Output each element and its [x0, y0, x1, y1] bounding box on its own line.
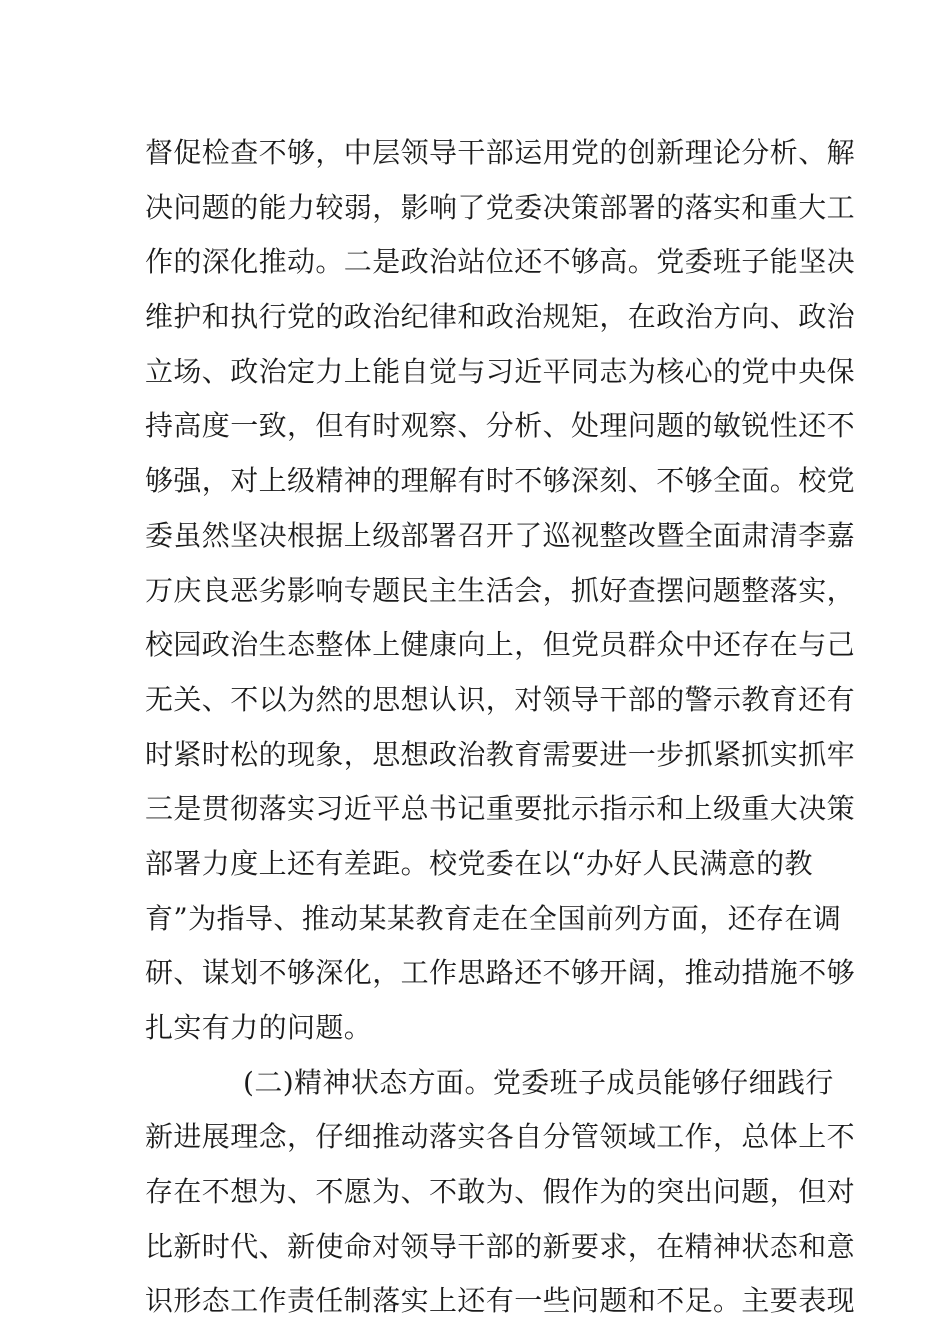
- text-line: 持高度一致，但有时观察、分析、处理问题的敏锐性还不: [145, 409, 856, 443]
- text-line: 作的深化推动。二是政治站位还不够高。党委班子能坚决: [145, 245, 856, 279]
- text-line: 时紧时松的现象，思想政治教育需要进一步抓紧抓实抓牢: [145, 737, 856, 771]
- text-line: 决问题的能力较弱，影响了党委决策部署的落实和重大工: [145, 190, 856, 224]
- text-line: 三是贯彻落实习近平总书记重要批示指示和上级重大决策: [145, 792, 856, 826]
- text-line: 新进展理念，仔细推动落实各自分管领域工作，总体上不: [145, 1120, 856, 1154]
- text-line: 委虽然坚决根据上级部署召开了巡视整改暨全面肃清李嘉: [145, 518, 856, 552]
- text-line: 万庆良恶劣影响专题民主生活会，抓好查摆问题整落实，: [145, 573, 856, 607]
- text-line: 扎实有力的问题。: [145, 1011, 373, 1044]
- text-line: 无关、不以为然的思想认识，对领导干部的警示教育还有: [145, 682, 856, 716]
- body-text: [145, 126, 856, 1329]
- text-line: 育”为指导、推动某某教育走在全国前列方面，还存在调: [145, 901, 842, 935]
- text-line: 督促检查不够，中层领导干部运用党的创新理论分析、解: [145, 136, 856, 169]
- text-line: 部署力度上还有差距。校党委在以“办好人民满意的教: [145, 846, 813, 880]
- text-line: 比新时代、新使命对领导干部的新要求，在精神状态和意: [145, 1229, 856, 1263]
- text-line: 维护和执行党的政治纪律和政治规矩，在政治方向、政治: [145, 300, 856, 334]
- text-line: 够强，对上级精神的理解有时不够深刻、不够全面。校党: [145, 464, 856, 498]
- section-heading-line: (二)精神状态方面。党委班子成员能够仔细践行: [243, 1065, 834, 1099]
- text-line: 识形态工作责任制落实上还有一些问题和不足。主要表现: [145, 1284, 856, 1318]
- text-line: 校园政治生态整体上健康向上，但党员群众中还存在与己: [145, 628, 856, 662]
- text-line: 存在不想为、不愿为、不敢为、假作为的突出问题，但对: [145, 1175, 856, 1209]
- text-line: 立场、政治定力上能自觉与习近平同志为核心的党中央保: [145, 354, 856, 388]
- text-line: 研、谋划不够深化，工作思路还不够开阔，推动措施不够: [145, 956, 856, 990]
